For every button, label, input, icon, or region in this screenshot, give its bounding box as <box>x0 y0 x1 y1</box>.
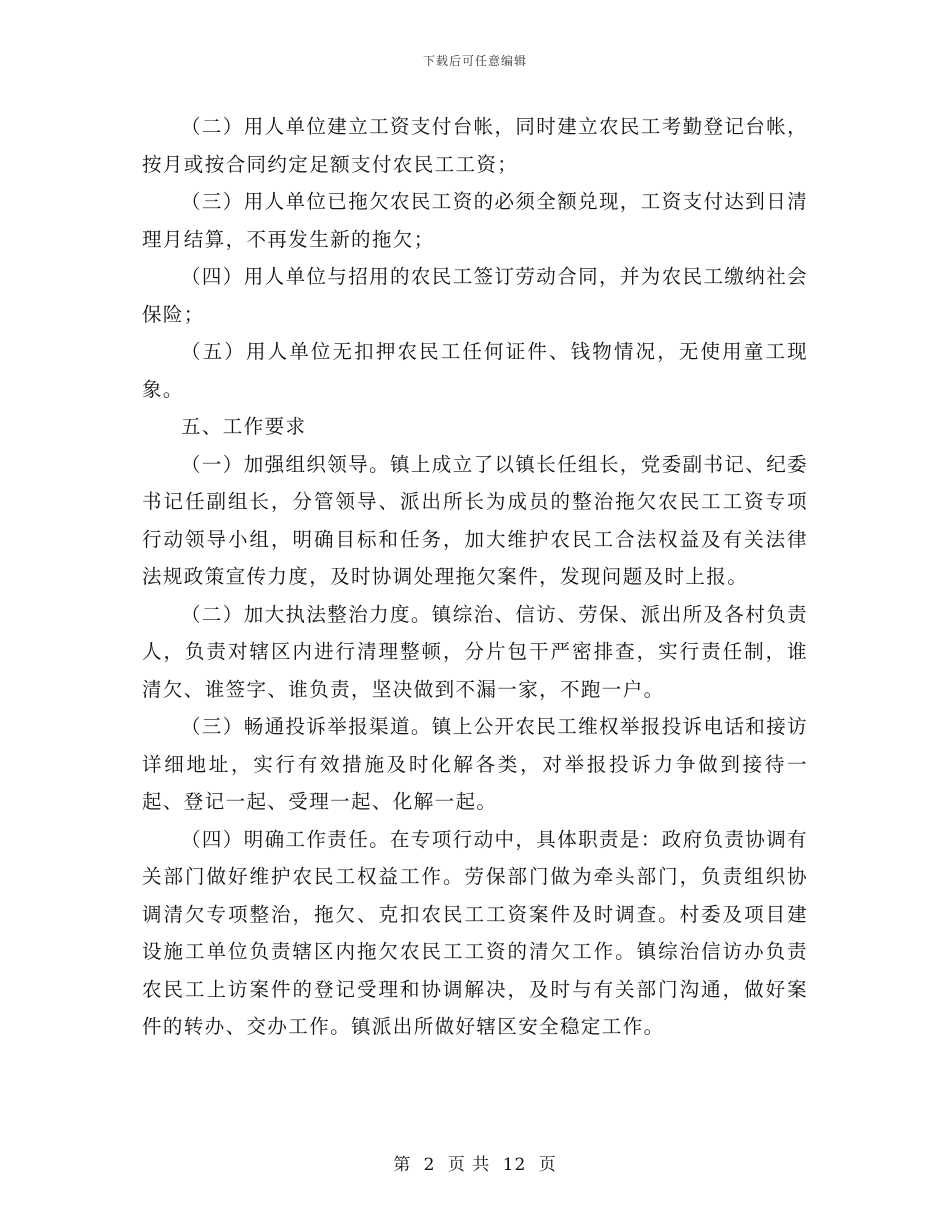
page-footer <box>0 1150 950 1175</box>
footer-prefix: 第 <box>393 1155 412 1175</box>
paragraph-requirement-2: （二）加大执法整治力度。镇综治、信访、劳保、派出所及各村负责人，负责对辖区内进行清理整顿，分片包干严密排查，实行责任制，谁清欠、谁签字、谁负责，坚决做到不漏一家，不跑一户。 <box>142 602 809 701</box>
paragraph-3: （三）用人单位已拖欠农民工资的必须全额兑现，工资支付达到日清理月结算，不再发生新的拖欠； <box>142 190 809 251</box>
paragraph-4: （四）用人单位与招用的农民工签订劳动合同，并为农民工缴纳社会保险； <box>142 265 809 326</box>
paragraph-requirement-4: （四）明确工作责任。在专项行动中，具体职责是：政府负责协调有关部门做好维护农民工权益工作。劳保部门做为牵头部门，负责组织协调清欠专项整治，拖欠、克扣农民工工资案件及时调查。村委及项目建设施工单位负责辖区内拖欠农民工工资的清欠工作。镇综治信访办负责农民工上访案件的登记受理和协调解决，及时与有关部门沟通，做好案件的转办、交办工作。镇派出所做好辖区安全稳定工作。 <box>142 827 809 1038</box>
footer-total-pages: 12 <box>502 1155 527 1175</box>
paragraph-5: （五）用人单位无扣押农民工任何证件、钱物情况，无使用童工现象。 <box>142 340 808 401</box>
paragraph-requirement-1: （一）加强组织领导。镇上成立了以镇长任组长，党委副书记、纪委书记任副组长，分管领导、派出所长为成员的整治拖欠农民工工资专项行动领导小组，明确目标和任务，加大维护农民工合法权益及有关法律法规政策宣传力度，及时协调处理拖欠案件，发现问题及时上报。 <box>142 452 809 588</box>
footer-page-number: 2 <box>423 1155 436 1175</box>
footer-middle: 页 共 <box>447 1155 491 1175</box>
paragraph-2: （二）用人单位建立工资支付台帐，同时建立农民工考勤登记台帐，按月或按合同约定足额支付农民工工资； <box>142 115 809 176</box>
document-body <box>142 108 808 1046</box>
header-note: 下载后可任意编辑 <box>422 54 527 68</box>
footer-suffix: 页 <box>538 1155 557 1175</box>
paragraph-requirement-3: （三）畅通投诉举报渠道。镇上公开农民工维权举报投诉电话和接访详细地址，实行有效措施及时化解各类，对举报投诉力争做到接待一起、登记一起、受理一起、化解一起。 <box>142 715 809 813</box>
section-heading-work-requirements: 五、工作要求 <box>181 415 307 438</box>
